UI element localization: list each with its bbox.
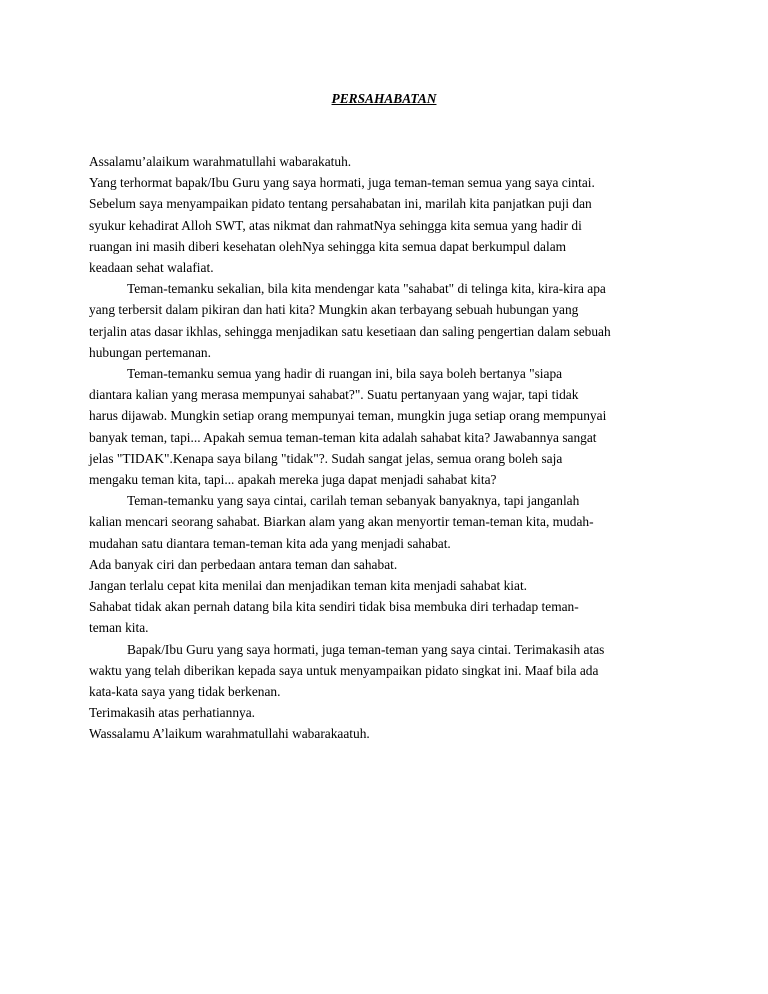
text-line: Assalamu’alaikum warahmatullahi wabarakatuh.: [89, 154, 352, 169]
text-line: teman kita.: [89, 620, 149, 636]
text-line: diantara kalian yang merasa mempunyai sahabat?". Suatu pertanyaan yang wajar, tapi tidak: [89, 387, 579, 403]
text-line: harus dijawab. Mungkin setiap orang mempunyai teman, mungkin juga setiap orang mempunyai: [89, 408, 607, 424]
text-line: Jangan terlalu cepat kita menilai dan menjadikan teman kita menjadi sahabat kiat.: [89, 578, 528, 594]
text-line: Teman-temanku sekalian, bila kita mendengar kata "sahabat" di telinga kita, kira-kira apa: [127, 281, 606, 297]
text-line: banyak teman, tapi... Apakah semua teman-teman kita adalah sahabat kita? Jawabannya sangat: [89, 429, 597, 445]
document-title: PERSAHABATAN: [331, 91, 437, 106]
text-line: Teman-temanku yang saya cintai, carilah teman sebanyak banyaknya, tapi janganlah: [127, 493, 580, 509]
text-line: Sebelum saya menyampaikan pidato tentang persahabatan ini, marilah kita panjatkan puji dan: [89, 196, 592, 212]
text-line: syukur kehadirat Alloh SWT, atas nikmat dan rahmatNya sehingga kita semua yang hadir di: [89, 217, 582, 233]
text-line: Bapak/Ibu Guru yang saya hormati, juga teman-teman yang saya cintai. Terimakasih atas: [127, 641, 605, 657]
text-line: Ada banyak ciri dan perbedaan antara teman dan sahabat.: [89, 556, 398, 572]
text-line: terjalin atas dasar ikhlas, sehingga menjadikan satu kesetiaan dan saling pengertian dalam sebuah: [89, 323, 611, 339]
text-line: Yang terhormat bapak/Ibu Guru yang saya hormati, juga teman-teman semua yang saya cintai.: [89, 175, 595, 191]
document-body: [89, 151, 689, 745]
text-line: yang terbersit dalam pikiran dan hati kita? Mungkin akan terbayang sebuah hubungan yang: [89, 302, 579, 318]
text-line: waktu yang telah diberikan kepada saya untuk menyampaikan pidato singkat ini. Maaf bila ada: [89, 662, 599, 678]
text-line: Sahabat tidak akan pernah datang bila kita sendiri tidak bisa membuka diri terhadap teman-: [89, 599, 579, 615]
text-line: hubungan pertemanan.: [89, 344, 211, 360]
text-line: keadaan sehat walafiat.: [89, 260, 214, 276]
text-line: Wassalamu A’laikum warahmatullahi wabarakaatuh.: [89, 726, 370, 742]
text-line: Terimakasih atas perhatiannya.: [89, 705, 256, 721]
text-line: jelas "TIDAK".Kenapa saya bilang "tidak"?. Sudah sangat jelas, semua orang boleh saja: [89, 450, 563, 466]
text-line: Teman-temanku semua yang hadir di ruangan ini, bila saya boleh bertanya "siapa: [127, 366, 563, 382]
text-line: mudahan satu diantara teman-teman kita ada yang menjadi sahabat.: [89, 535, 451, 551]
text-line: kalian mencari seorang sahabat. Biarkan alam yang akan menyortir teman-teman kita, mudah-: [89, 514, 594, 530]
text-line: mengaku teman kita, tapi... apakah mereka juga dapat menjadi sahabat kita?: [89, 472, 497, 488]
text-line: ruangan ini masih diberi kesehatan olehNya sehingga kita semua dapat berkumpul dalam: [89, 238, 567, 254]
text-line: kata-kata saya yang tidak berkenan.: [89, 684, 281, 700]
